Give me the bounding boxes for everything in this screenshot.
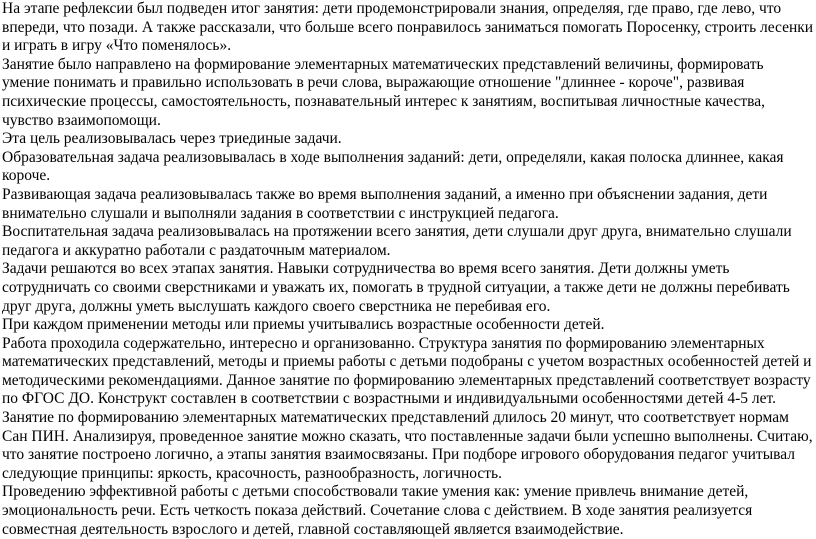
paragraph-effective-work: Проведению эффективной работы с детьми способствовали такие умения как: умение привлечь внимание детей, эмоциональность речи. Есть четкость показа действий. Сочетание слова с действием. В ходе занятия реализуется совместная деятельность взрослого и детей, главной составляющей является взаимодействие. <box>2 483 753 538</box>
paragraph-reflection: На этапе рефлексии был подведен итог занятия: дети продемонстрировали знания, определяя, где право, где лево, что впереди, что позади. А также рассказали, что больше всего понравилось заниматься помогать Поросенку, строить лесенки и играть в игру «Что поменялось». <box>2 0 814 55</box>
paragraph-triune-tasks: Эта цель реализовывалась через триединые задачи. <box>2 130 342 148</box>
paragraph-lesson-analysis: Работа проходила содержательно, интересно и организованно. Структура занятия по формированию элементарных математических представлений, методы и приемы работы с детьми подобраны с учетом возрастных особенностей детей и методическими рекомендациями. Данное занятие по формированию элементарных представлений соответствует возрасту по ФГОС ДО. Конструкт составлен в соответствии с возрастными и индивидуальными особенностями детей 4-5 лет. Занятие по формированию элементарных математических представлений длилось 20 минут, что соответствует нормам Сан ПИН. Анализируя, проведенное занятие можно сказать, что поставленные задачи были успешно выполнены. Считаю, что занятие построено логично, а этапы занятия взаимосвязаны. При подборе игрового оборудования педагог учитывал следующие принципы: яркость, красочность, разнообразность, логичность. <box>2 334 813 482</box>
paragraph-cooperation: Задачи решаются во всех этапах занятия. Навыки сотрудничества во время всего занятия. Дети должны уметь сотрудничать со своими сверстниками и уважать их, помогать в трудной ситуации, а также дети не должны перебивать друг друга, должны уметь выслушать каждого своего сверстника не перебивая его. <box>2 260 790 315</box>
paragraph-developing-task: Развивающая задача реализовывалась также во время выполнения заданий, а именно при объяснении задания, дети внимательно слушали и выполняли задания в соответствии с инструкцией педагога. <box>2 185 768 222</box>
paragraph-lesson-aim: Занятие было направлено на формирование элементарных математических представлений величины, формировать умение понимать и правильно использовать в речи слова, выражающие отношение "длиннее - короче", развивая психические процессы, самостоятельность, познавательный интерес к занятиям, воспитывая личностные качества, чувство взаимопомощи. <box>2 55 765 129</box>
paragraph-upbringing-task: Воспитательная задача реализовывалась на протяжении всего занятия, дети слушали друг друга, внимательно слушали педагога и аккуратно работали с раздаточным материалом. <box>2 223 792 259</box>
paragraph-educational-task: Образовательная задача реализовывалась в ходе выполнения заданий: дети, определяли, какая полоска длиннее, какая короче. <box>2 148 784 185</box>
paragraph-age-features: При каждом применении методы или приемы учитывались возрастные особенности детей. <box>2 316 605 334</box>
